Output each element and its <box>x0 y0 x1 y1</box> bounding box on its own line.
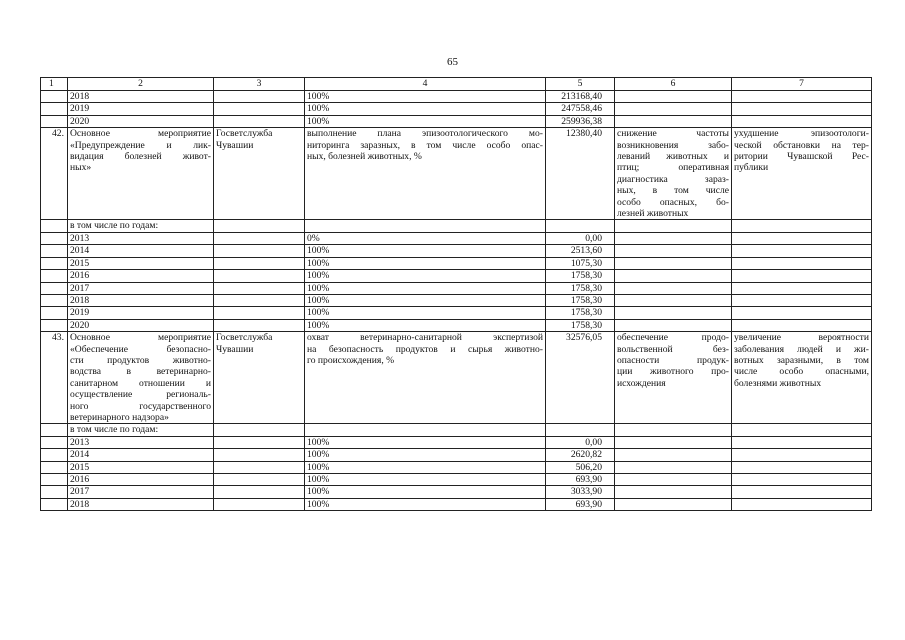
cell-num <box>41 220 68 232</box>
cell-executor <box>214 232 305 244</box>
cell-executor <box>214 282 305 294</box>
cell-result <box>615 474 732 486</box>
table-row <box>41 103 872 115</box>
cell-value: 1758,30 <box>546 319 615 331</box>
cell-value: 0,00 <box>546 232 615 244</box>
cell-year: 2018 <box>68 294 214 306</box>
cell-item-name-line: ветеринарного надзора» <box>70 411 169 423</box>
cell-year: 2020 <box>68 115 214 127</box>
cell-risk <box>732 91 872 103</box>
table-row <box>41 436 872 448</box>
cell-year: 2015 <box>68 257 214 269</box>
cell-item-name-line: Основное мероприятие <box>70 128 211 140</box>
cell-by-years-label: в том числе по годам: <box>68 424 214 436</box>
cell-value: 1758,30 <box>546 294 615 306</box>
cell-executor <box>214 498 305 510</box>
cell-result <box>615 103 732 115</box>
cell-result <box>615 245 732 257</box>
cell-item-name <box>68 128 214 220</box>
cell-result <box>615 307 732 319</box>
cell-value: 506,20 <box>546 461 615 473</box>
cell-num <box>41 307 68 319</box>
cell-risk <box>732 232 872 244</box>
cell-num <box>41 449 68 461</box>
cell-percent: 100% <box>305 498 546 510</box>
cell-executor <box>214 436 305 448</box>
table-row <box>41 424 872 436</box>
cell-executor <box>214 332 305 424</box>
cell-result-line: леваний животных и <box>617 151 729 163</box>
table-row <box>41 474 872 486</box>
cell-value: 2513,60 <box>546 245 615 257</box>
cell-item-name-line: санитарном отношении и <box>70 377 211 389</box>
cell-executor-line: Госветслужба <box>216 332 273 344</box>
cell-num <box>41 270 68 282</box>
cell-indicator-line: выполнение плана эпизоотологического мо- <box>307 128 543 140</box>
cell-risk-line: ритории Чувашской Рес- <box>734 151 869 163</box>
cell-result-line: исхождения <box>617 377 666 389</box>
column-header: 6 <box>615 78 732 91</box>
table-row <box>41 498 872 510</box>
column-header: 4 <box>305 78 546 91</box>
cell-result-line: птиц; оперативная <box>617 162 729 174</box>
cell-value: 2620,82 <box>546 449 615 461</box>
cell-risk <box>732 332 872 424</box>
cell-value: 693,90 <box>546 498 615 510</box>
cell-indicator-line: охват ветеринарно-санитарной экспертизой <box>307 332 543 344</box>
cell-indicator-line: на безопасность продуктов и сырья животно- <box>307 343 543 355</box>
cell-empty <box>615 424 732 436</box>
cell-num <box>41 245 68 257</box>
cell-empty <box>615 220 732 232</box>
cell-executor-line: Чувашии <box>216 139 254 151</box>
table-row <box>41 486 872 498</box>
cell-num <box>41 282 68 294</box>
cell-year: 2016 <box>68 474 214 486</box>
cell-risk-line: болезнями животных <box>734 377 822 389</box>
cell-item-name-line: ного государственного <box>70 400 211 412</box>
cell-executor <box>214 449 305 461</box>
column-header: 7 <box>732 78 872 91</box>
cell-empty <box>305 424 546 436</box>
cell-item-name-line: водства в ветеринарно- <box>70 366 211 378</box>
cell-result <box>615 270 732 282</box>
cell-executor <box>214 128 305 220</box>
cell-value: 0,00 <box>546 436 615 448</box>
cell-num <box>41 498 68 510</box>
cell-percent: 100% <box>305 282 546 294</box>
cell-value: 259936,38 <box>546 115 615 127</box>
cell-value: 1758,30 <box>546 282 615 294</box>
cell-executor <box>214 474 305 486</box>
cell-value: 213168,40 <box>546 91 615 103</box>
cell-result <box>615 461 732 473</box>
cell-year: 2014 <box>68 245 214 257</box>
cell-result-line: особо опасных, бо- <box>617 196 729 208</box>
cell-risk <box>732 449 872 461</box>
cell-percent: 0% <box>305 232 546 244</box>
cell-result-line: обеспечение продо- <box>617 332 729 344</box>
cell-num <box>41 257 68 269</box>
column-header-row <box>41 78 872 91</box>
cell-result <box>615 332 732 424</box>
cell-executor <box>214 461 305 473</box>
table-row <box>41 319 872 331</box>
cell-year: 2013 <box>68 232 214 244</box>
cell-executor <box>214 115 305 127</box>
cell-risk <box>732 115 872 127</box>
cell-risk-line: публики <box>734 162 769 174</box>
page-number: 65 <box>447 56 458 68</box>
cell-result-line: опасности продук- <box>617 354 729 366</box>
cell-result-line: вольственной без- <box>617 343 729 355</box>
cell-item-name-line: сти продуктов животно- <box>70 354 211 366</box>
cell-result-line: диагностика зараз- <box>617 173 729 185</box>
cell-percent: 100% <box>305 245 546 257</box>
cell-num <box>41 103 68 115</box>
column-header: 1 <box>41 78 68 91</box>
cell-empty <box>546 424 615 436</box>
cell-value: 12380,40 <box>546 128 615 220</box>
cell-empty <box>546 220 615 232</box>
cell-percent: 100% <box>305 270 546 282</box>
cell-year: 2017 <box>68 486 214 498</box>
cell-result-line: снижение частоты <box>617 128 729 140</box>
cell-year: 2019 <box>68 103 214 115</box>
cell-risk <box>732 245 872 257</box>
cell-risk <box>732 307 872 319</box>
cell-num <box>41 91 68 103</box>
cell-year: 2019 <box>68 307 214 319</box>
cell-executor <box>214 319 305 331</box>
cell-value: 1758,30 <box>546 307 615 319</box>
cell-result <box>615 232 732 244</box>
cell-executor <box>214 294 305 306</box>
cell-risk <box>732 474 872 486</box>
table-row <box>41 307 872 319</box>
table-row <box>41 449 872 461</box>
cell-result-line: возникновения забо- <box>617 139 729 151</box>
cell-risk-line: заболевания людей и жи- <box>734 343 869 355</box>
cell-item-number: 43. <box>41 332 68 424</box>
cell-result-line: ции животного про- <box>617 366 729 378</box>
cell-result <box>615 294 732 306</box>
cell-item-name-line: «Предупреждение и лик- <box>70 139 211 151</box>
cell-risk-line: ухудшение эпизоотологи- <box>734 128 869 140</box>
cell-percent: 100% <box>305 319 546 331</box>
table-row <box>41 91 872 103</box>
cell-risk-line: увеличение вероятности <box>734 332 869 344</box>
cell-indicator <box>305 128 546 220</box>
column-header: 2 <box>68 78 214 91</box>
cell-indicator-line: го происхождения, % <box>307 354 395 366</box>
cell-empty <box>732 220 872 232</box>
cell-num <box>41 474 68 486</box>
column-header: 3 <box>214 78 305 91</box>
cell-executor-line: Чувашии <box>216 343 254 355</box>
cell-percent: 100% <box>305 474 546 486</box>
cell-percent: 100% <box>305 294 546 306</box>
cell-executor <box>214 257 305 269</box>
table-row <box>41 270 872 282</box>
cell-year: 2015 <box>68 461 214 473</box>
table-row-item <box>41 128 872 220</box>
cell-indicator-line: ниторинга заразных, в том числе особо опас- <box>307 139 543 151</box>
cell-year: 2018 <box>68 91 214 103</box>
table-row <box>41 115 872 127</box>
table-row <box>41 294 872 306</box>
cell-item-name-line: видация болезней живот- <box>70 151 211 163</box>
cell-year: 2017 <box>68 282 214 294</box>
cell-percent: 100% <box>305 436 546 448</box>
cell-risk <box>732 257 872 269</box>
cell-risk <box>732 319 872 331</box>
table-row-item <box>41 332 872 424</box>
cell-result <box>615 128 732 220</box>
cell-year: 2020 <box>68 319 214 331</box>
column-header: 5 <box>546 78 615 91</box>
cell-value: 1075,30 <box>546 257 615 269</box>
cell-num <box>41 461 68 473</box>
cell-item-name-line: осуществление региональ- <box>70 389 211 401</box>
program-table <box>40 77 872 511</box>
cell-risk <box>732 128 872 220</box>
cell-value: 3033,90 <box>546 486 615 498</box>
cell-percent: 100% <box>305 461 546 473</box>
table-row <box>41 232 872 244</box>
cell-percent: 100% <box>305 103 546 115</box>
cell-executor-line: Госветслужба <box>216 128 273 140</box>
cell-num <box>41 486 68 498</box>
cell-value: 693,90 <box>546 474 615 486</box>
cell-value: 32576,05 <box>546 332 615 424</box>
cell-year: 2013 <box>68 436 214 448</box>
cell-percent: 100% <box>305 257 546 269</box>
cell-empty <box>305 220 546 232</box>
cell-executor <box>214 103 305 115</box>
cell-result <box>615 486 732 498</box>
table-row <box>41 461 872 473</box>
cell-empty <box>214 220 305 232</box>
cell-empty <box>214 424 305 436</box>
cell-percent: 100% <box>305 449 546 461</box>
cell-by-years-label: в том числе по годам: <box>68 220 214 232</box>
cell-executor <box>214 91 305 103</box>
cell-num <box>41 436 68 448</box>
cell-result <box>615 498 732 510</box>
cell-result <box>615 91 732 103</box>
cell-indicator <box>305 332 546 424</box>
cell-result <box>615 282 732 294</box>
cell-risk <box>732 103 872 115</box>
cell-value: 1758,30 <box>546 270 615 282</box>
cell-indicator-line: ных, болезней животных, % <box>307 151 422 163</box>
cell-value: 247558,46 <box>546 103 615 115</box>
cell-year: 2016 <box>68 270 214 282</box>
cell-percent: 100% <box>305 307 546 319</box>
cell-year: 2018 <box>68 498 214 510</box>
cell-percent: 100% <box>305 486 546 498</box>
cell-risk-line: вотных заразными, в том <box>734 354 869 366</box>
cell-executor <box>214 245 305 257</box>
cell-result <box>615 115 732 127</box>
table-row <box>41 257 872 269</box>
cell-risk <box>732 294 872 306</box>
cell-item-name-line: «Обеспечение безопасно- <box>70 343 211 355</box>
cell-result-line: лезней животных <box>617 208 689 220</box>
cell-result <box>615 436 732 448</box>
cell-empty <box>732 424 872 436</box>
cell-percent: 100% <box>305 91 546 103</box>
cell-risk-line: числе особо опасными, <box>734 366 869 378</box>
cell-year: 2014 <box>68 449 214 461</box>
cell-item-name-line: ных» <box>70 162 92 174</box>
table-row <box>41 220 872 232</box>
cell-executor <box>214 486 305 498</box>
cell-risk <box>732 436 872 448</box>
cell-risk <box>732 486 872 498</box>
cell-num <box>41 319 68 331</box>
cell-risk <box>732 282 872 294</box>
table-row <box>41 245 872 257</box>
cell-item-name <box>68 332 214 424</box>
cell-result-line: ных, в том числе <box>617 185 729 197</box>
table-row <box>41 282 872 294</box>
cell-item-name-line: Основное мероприятие <box>70 332 211 344</box>
cell-executor <box>214 270 305 282</box>
cell-percent: 100% <box>305 115 546 127</box>
cell-risk <box>732 270 872 282</box>
cell-risk <box>732 498 872 510</box>
cell-result <box>615 257 732 269</box>
cell-result <box>615 319 732 331</box>
cell-risk <box>732 461 872 473</box>
cell-num <box>41 232 68 244</box>
cell-item-number: 42. <box>41 128 68 220</box>
cell-executor <box>214 307 305 319</box>
cell-num <box>41 294 68 306</box>
cell-risk-line: ческой обстановки на тер- <box>734 139 869 151</box>
cell-num <box>41 115 68 127</box>
cell-result <box>615 449 732 461</box>
cell-num <box>41 424 68 436</box>
